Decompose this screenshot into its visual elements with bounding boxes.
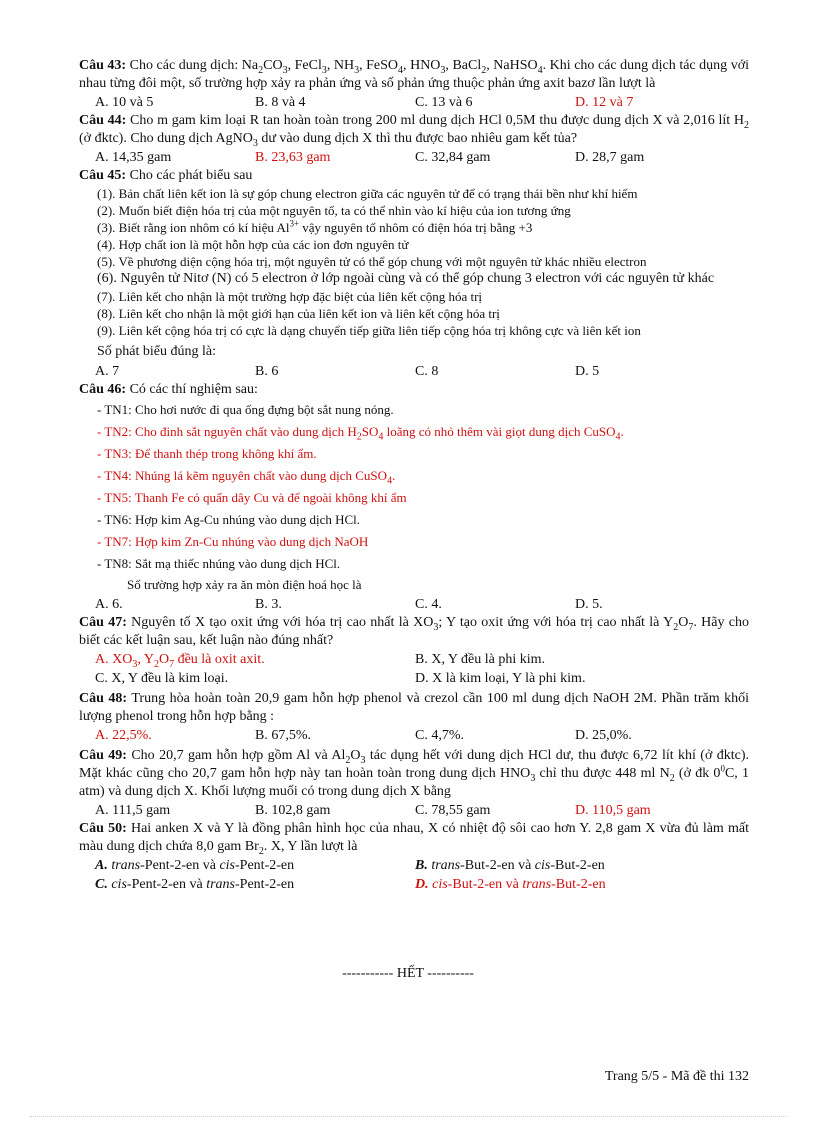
option-a[interactable]: A. 6. <box>95 597 123 612</box>
option-d[interactable]: D. X là kim loại, Y là phi kim. <box>415 671 586 686</box>
options-49 <box>95 801 749 820</box>
question-label: Câu 43: <box>79 58 127 73</box>
option-c[interactable]: C. 32,84 gam <box>415 150 491 165</box>
question-46: Câu 46: Có các thí nghiệm sau: <box>79 382 258 397</box>
option-d[interactable]: D. 5 <box>575 364 600 379</box>
option-c[interactable]: C. 4. <box>415 597 442 612</box>
options-50 <box>95 856 749 894</box>
option-b[interactable]: B. 6 <box>255 364 279 379</box>
question-label: Câu 47: <box>79 615 127 630</box>
option-b[interactable]: B. 102,8 gam <box>255 803 331 818</box>
experiment-5: - TN5: Thanh Fe có quấn dây Cu và để ngoài không khí ẩm <box>97 490 407 505</box>
question-48: Câu 48: Trung hòa hoàn toàn 20,9 gam hỗn hợp phenol và crezol cần 100 ml dung dịch NaOH 2M. Phần trăm khối lượng phenol trong hỗn hợp bằng : <box>79 691 749 724</box>
statement-5: (5). Về phương diện cộng hóa trị, một nguyên tử có thể góp chung với một nguyên tử khác nhiều electron <box>97 254 647 269</box>
question-44: Câu 44: Cho m gam kim loại R tan hoàn toàn trong 200 ml dung dịch HCl 0,5M thu được dung dịch X và 2,016 lít $H_2$ (ở đktc). Cho dung dịch AgNO$_3$ dư vào dung dịch X thì thu được bao nhiêu gam kết tủa? <box>79 113 749 149</box>
experiment-1: - TN1: Cho hơi nước đi qua ống đựng bột sắt nung nóng. <box>97 402 394 417</box>
options-47 <box>95 650 749 688</box>
option-d-correct[interactable]: D. 110,5 gam <box>575 803 651 818</box>
question-43: Câu 43: Cho các dung dịch: $Na_2CO_3$, FeCl$_3$, $NH_3$, FeSO$_4$, $HNO_3$, BaCl$_2$, NaHSO$_4$. Khi cho các dung dịch tác dụng với nhau từng đôi một, số trường hợp xảy ra phản ứng và số phản ứng thuộc phản ứng axit bazơ lần lượt là <box>79 58 750 91</box>
page-footer: Trang 5/5 - Mã đề thi 132 <box>604 1069 749 1084</box>
option-b[interactable]: B. trans-But-2-en và cis-But-2-en <box>415 858 605 873</box>
option-d[interactable]: D. 28,7 gam <box>575 150 645 165</box>
statement-4: (4). Hợp chất ion là một hỗn hợp của các ion đơn nguyên tử <box>97 237 409 252</box>
options-44 <box>95 148 749 167</box>
experiment-4: - TN4: Nhúng lá kẽm nguyên chất vào dung dịch CuSO$_4$. <box>97 468 396 487</box>
option-c[interactable]: C. cis-Pent-2-en và trans-Pent-2-en <box>95 877 295 892</box>
statement-6: (6). Nguyên tử Nitơ (N) có 5 electron ở lớp ngoài cùng và có thể góp chung 3 electron với các nguyên tử khác <box>97 271 715 286</box>
experiment-7: - TN7: Hợp kim Zn-Cu nhúng vào dung dịch NaOH <box>97 534 369 549</box>
experiment-6: - TN6: Hợp kim Ag-Cu nhúng vào dung dịch HCl. <box>97 512 361 527</box>
option-c[interactable]: C. 13 và 6 <box>415 95 473 110</box>
experiment-8: - TN8: Sắt mạ thiếc nhúng vào dung dịch HCl. <box>97 556 341 571</box>
question-45: Câu 45: Cho các phát biểu sau <box>79 168 253 183</box>
question-label: Câu 48: <box>79 691 128 706</box>
options-46 <box>95 595 749 614</box>
option-d-correct[interactable]: D. 12 và 7 <box>575 95 634 110</box>
end-marker: ----------- HẾT ---------- <box>342 966 474 981</box>
question-label: Câu 44: <box>79 113 127 128</box>
page-divider <box>30 1116 786 1117</box>
option-b[interactable]: B. 3. <box>255 597 282 612</box>
question-prompt: Số phát biểu đúng là: <box>97 344 216 359</box>
option-b[interactable]: B. 8 và 4 <box>255 95 306 110</box>
option-b[interactable]: B. X, Y đều là phi kim. <box>415 652 546 667</box>
option-a-correct[interactable]: A. $XO_3$, $Y_2O_7$ đều là oxit axit. <box>95 652 265 670</box>
experiment-2: - TN2: Cho đinh sắt nguyên chất vào dung dịch $H_2SO_4$ loãng có nhỏ thêm vài giọt dung dịch CuSO$_4$. <box>97 424 624 443</box>
statement-2: (2). Muốn biết điện hóa trị của một nguyên tố, ta có thể nhìn vào kí hiệu của ion tương ứng <box>97 203 571 218</box>
option-c[interactable]: C. 8 <box>415 364 439 379</box>
option-b[interactable]: B. 67,5%. <box>255 728 311 743</box>
option-d[interactable]: D. 25,0%. <box>575 728 632 743</box>
option-a[interactable]: A. 10 và 5 <box>95 95 154 110</box>
question-label: Câu 50: <box>79 821 127 836</box>
experiment-3: - TN3: Để thanh thép trong không khí ẩm. <box>97 446 317 461</box>
statement-1: (1). Bản chất liên kết ion là sự góp chung electron giữa các nguyên tử để có trạng thái bền như khí hiếm <box>97 186 638 201</box>
options-48 <box>95 726 749 745</box>
question-label: Câu 46: <box>79 382 127 397</box>
options-45 <box>95 362 749 381</box>
option-a[interactable]: A. 7 <box>95 364 120 379</box>
statement-7: (7). Liên kết cho nhận là một trường hợp đặc biệt của liên kết cộng hóa trị <box>97 289 483 304</box>
option-d-correct[interactable]: D. cis-But-2-en và trans-But-2-en <box>415 877 606 892</box>
option-a[interactable]: A. 111,5 gam <box>95 803 171 818</box>
exam-page <box>79 57 749 894</box>
question-label: Câu 49: <box>79 748 127 763</box>
question-label: Câu 45: <box>79 168 127 183</box>
option-a-correct[interactable]: A. 22,5%. <box>95 728 152 743</box>
option-c[interactable]: C. 4,7%. <box>415 728 464 743</box>
options-43 <box>95 93 749 112</box>
option-b-correct[interactable]: B. 23,63 gam <box>255 150 331 165</box>
option-c[interactable]: C. X, Y đều là kim loại. <box>95 671 229 686</box>
option-a[interactable]: A. 14,35 gam <box>95 150 172 165</box>
statement-8: (8). Liên kết cho nhận là một giới hạn của liên kết ion và liên kết cộng hóa trị <box>97 306 500 321</box>
question-50: Câu 50: Hai anken X và Y là đồng phân hình học của nhau, X có nhiệt độ sôi cao hơn Y. 2,8 gam X vừa đủ làm mất màu dung dịch chứa 8,0 gam $Br_2$. X, Y lần lượt là <box>79 821 750 857</box>
question-49: Câu 49: Cho 20,7 gam hỗn hợp gồm Al và $Al_2O_3$ tác dụng hết với dung dịch HCl dư, thu được 6,72 lít khí (ở đktc). Mặt khác cũng cho 20,7 gam hỗn hợp này tan hoàn toàn trong dung dịch $HNO_3$ chỉ thu được 448 ml $N_2$ (ở đk $0^0C$, 1 atm) và dung dịch X. Khối lượng muối có trong dung dịch X bằng <box>79 748 749 799</box>
option-c[interactable]: C. 78,55 gam <box>415 803 491 818</box>
question-47: Câu 47: Nguyên tố X tạo oxit ứng với hóa trị cao nhất là $XO_3$; Y tạo oxit ứng với hóa trị cao nhất là $Y_2O_7$. Hãy cho biết các kết luận sau, kết luận nào đúng nhất? <box>79 615 749 648</box>
statement-3: (3). Biết rằng ion nhôm có kí hiệu $Al^{3+}$ vậy nguyên tố nhôm có điện hóa trị bằng +3 <box>97 218 533 235</box>
question-prompt: Số trường hợp xảy ra ăn mòn điện hoá học là <box>127 577 362 592</box>
option-d[interactable]: D. 5. <box>575 597 603 612</box>
statement-9: (9). Liên kết cộng hóa trị có cực là dạng chuyển tiếp giữa liên tiếp cộng hóa trị không cực và liên kết ion <box>97 323 641 338</box>
option-a[interactable]: A. trans-Pent-2-en và cis-Pent-2-en <box>95 858 295 873</box>
